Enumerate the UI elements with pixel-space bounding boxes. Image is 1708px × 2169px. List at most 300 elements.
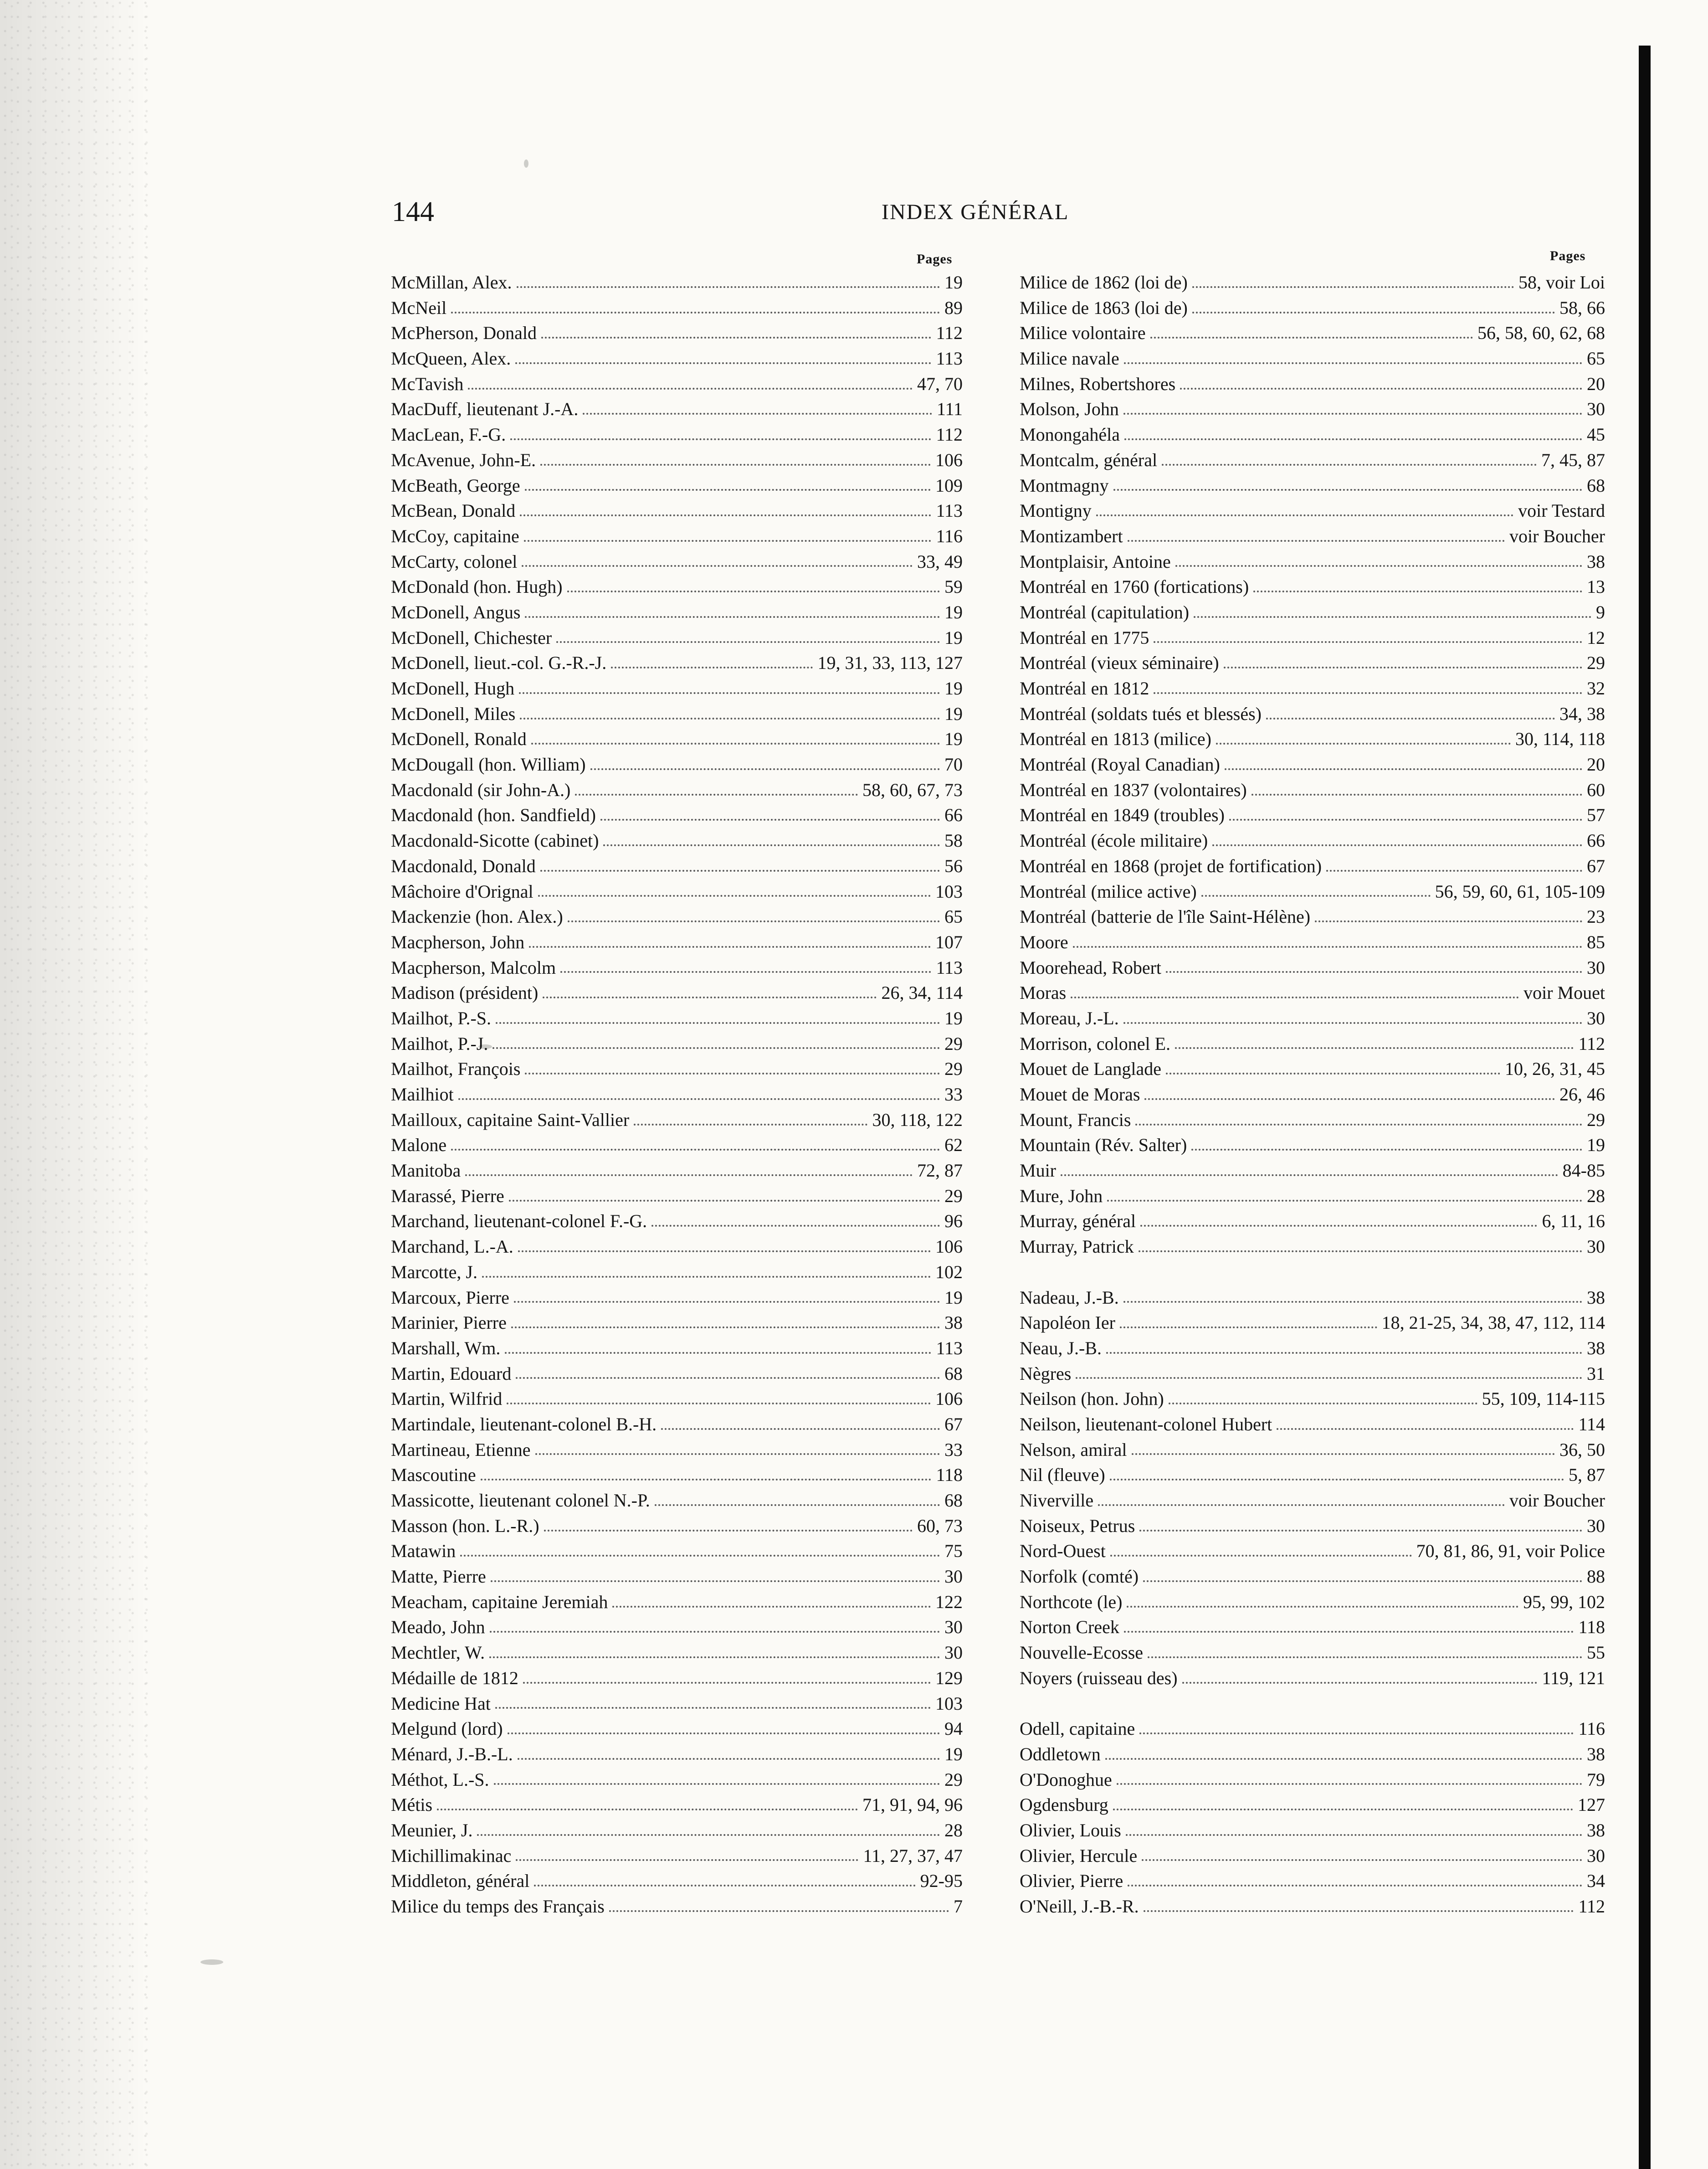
- entry-name: Macdonald-Sicotte (cabinet): [391, 830, 599, 851]
- entry-name: Northcote (le): [1020, 1591, 1123, 1612]
- index-entry-left: [391, 1818, 963, 1843]
- dot-leader: [1132, 1453, 1555, 1455]
- dot-leader: [492, 1047, 940, 1049]
- index-entry-right: [1020, 1107, 1605, 1133]
- entry-name: Middleton, général: [391, 1871, 530, 1891]
- entry-name: Monongahéla: [1020, 424, 1120, 445]
- index-entry-right: [1020, 1564, 1605, 1589]
- dot-leader: [1253, 591, 1582, 592]
- index-entry-left: [391, 422, 963, 447]
- dot-leader: [1117, 1783, 1582, 1785]
- index-entry-left: [391, 1183, 963, 1209]
- entry-name: Marchand, L.-A.: [391, 1236, 513, 1257]
- entry-name: Ménard, J.-B.-L.: [391, 1743, 513, 1764]
- index-entry-left: [391, 676, 963, 701]
- dot-leader: [538, 895, 931, 897]
- entry-pages: 122: [935, 1591, 963, 1612]
- entry-name: Montréal (école militaire): [1020, 830, 1208, 851]
- entry-name: Montréal (vieux séminaire): [1020, 653, 1219, 673]
- index-entry-right: [1020, 802, 1605, 828]
- dot-leader: [1191, 1149, 1582, 1151]
- entry-name: Meacham, capitaine Jeremiah: [391, 1591, 608, 1612]
- dot-leader: [1175, 565, 1582, 567]
- entry-name: Marassé, Pierre: [391, 1185, 504, 1206]
- dot-leader: [1105, 1758, 1582, 1760]
- index-entry-right: [1020, 1462, 1605, 1488]
- dot-leader: [1154, 692, 1582, 694]
- index-entry-right: [1020, 270, 1605, 295]
- index-entry-left: [391, 1412, 963, 1437]
- index-entry-right: [1020, 320, 1605, 346]
- entry-name: Matawin: [391, 1541, 456, 1562]
- entry-name: Nelson, amiral: [1020, 1439, 1127, 1460]
- entry-pages: 116: [1578, 1718, 1605, 1739]
- dot-leader: [491, 1580, 940, 1582]
- entry-pages: 19: [944, 1743, 963, 1764]
- entry-name: Montréal en 1868 (projet de fortification): [1020, 855, 1322, 876]
- entry-pages: 75: [944, 1541, 963, 1562]
- entry-pages: 30: [1587, 957, 1605, 978]
- dot-leader: [495, 1707, 931, 1709]
- entry-name: Montcalm, général: [1020, 449, 1158, 470]
- dot-leader: [525, 616, 940, 618]
- index-entry-right: [1020, 828, 1605, 853]
- dot-leader: [509, 1200, 940, 1202]
- dot-leader: [1143, 1580, 1582, 1582]
- dot-leader: [1139, 1530, 1582, 1532]
- index-entry-right: [1020, 524, 1605, 549]
- entry-name: Montizambert: [1020, 525, 1123, 546]
- entry-pages: 7, 45, 87: [1541, 449, 1605, 470]
- index-entry-left: [391, 879, 963, 905]
- index-entry-left: [391, 1513, 963, 1539]
- entry-name: Noiseux, Petrus: [1020, 1515, 1135, 1536]
- index-entry-left: [391, 270, 963, 295]
- entry-pages: 19: [944, 729, 963, 750]
- index-entry-left: [391, 1614, 963, 1640]
- dot-leader: [437, 1809, 858, 1810]
- entry-pages: 94: [944, 1718, 963, 1739]
- entry-pages: 13: [1587, 576, 1605, 597]
- index-entry-right: [1020, 625, 1605, 651]
- entry-name: Milice de 1863 (loi de): [1020, 297, 1188, 318]
- entry-pages: 129: [935, 1667, 963, 1688]
- entry-pages: 114: [1578, 1413, 1605, 1434]
- entry-name: Moorehead, Robert: [1020, 957, 1162, 978]
- index-entry-left: [391, 1285, 963, 1311]
- dot-leader: [1194, 616, 1591, 618]
- entry-pages: 45: [1587, 424, 1605, 445]
- index-entry-left: [391, 980, 963, 1006]
- entry-name: Meunier, J.: [391, 1819, 473, 1840]
- dot-leader: [1076, 1377, 1582, 1379]
- entry-name: Montréal en 1812: [1020, 678, 1149, 699]
- entry-name: Martindale, lieutenant-colonel B.-H.: [391, 1413, 657, 1434]
- dot-leader: [520, 718, 940, 720]
- index-entry-left: [391, 1792, 963, 1818]
- entry-pages: 55, 109, 114-115: [1482, 1388, 1605, 1409]
- entry-pages: 47, 70: [917, 373, 963, 394]
- entry-name: Oddletown: [1020, 1743, 1101, 1764]
- index-entry-left: [391, 346, 963, 371]
- index-entry-left: [391, 447, 963, 473]
- dot-leader: [1140, 1225, 1537, 1227]
- dot-leader: [1252, 794, 1582, 796]
- entry-pages: 38: [1587, 1819, 1605, 1840]
- entry-name: Martineau, Etienne: [391, 1439, 531, 1460]
- dot-leader: [1277, 1428, 1574, 1430]
- entry-name: Odell, capitaine: [1020, 1718, 1135, 1739]
- index-entry-right: [1020, 1589, 1605, 1615]
- index-entry-right: [1020, 600, 1605, 625]
- entry-pages: 67: [944, 1413, 963, 1434]
- dot-leader: [543, 997, 877, 998]
- entry-pages: 19: [944, 703, 963, 724]
- entry-pages: 59: [944, 576, 963, 597]
- index-entry-left: [391, 1462, 963, 1488]
- entry-pages: 30, 114, 118: [1515, 729, 1605, 750]
- index-entry-left: [391, 625, 963, 651]
- dot-leader: [1135, 1124, 1582, 1126]
- index-entry-left: [391, 524, 963, 549]
- entry-name: Mailhot, P.-J.: [391, 1033, 488, 1054]
- dot-leader: [1113, 1809, 1573, 1810]
- entry-name: Niverville: [1020, 1490, 1094, 1511]
- index-entry-left: [391, 726, 963, 752]
- dot-leader: [531, 743, 940, 745]
- dot-leader: [611, 667, 813, 668]
- index-entry-left: [391, 955, 963, 981]
- entry-name: Madison (président): [391, 982, 539, 1003]
- entry-name: McMillan, Alex.: [391, 272, 512, 293]
- dot-leader: [590, 768, 940, 770]
- left-column-heading: Pages: [917, 252, 953, 267]
- index-entry-left: [391, 1310, 963, 1336]
- index-entry-right: [1020, 498, 1605, 524]
- dot-leader: [1113, 489, 1582, 491]
- entry-pages: 106: [935, 449, 963, 470]
- dot-leader: [540, 464, 931, 466]
- index-entry-right: [1020, 1488, 1605, 1513]
- dot-leader: [1266, 718, 1555, 720]
- index-entry-right: [1020, 1208, 1605, 1234]
- entry-pages: 28: [944, 1819, 963, 1840]
- entry-name: Olivier, Hercule: [1020, 1845, 1138, 1866]
- index-entry-right: [1020, 879, 1605, 905]
- entry-name: Mailhot, François: [391, 1059, 521, 1079]
- dot-leader: [1182, 1682, 1538, 1684]
- entry-name: Neau, J.-B.: [1020, 1337, 1102, 1358]
- dot-leader: [520, 514, 931, 516]
- entry-name: McDonell, Miles: [391, 703, 516, 724]
- entry-name: Meado, John: [391, 1617, 485, 1638]
- entry-pages: 34, 38: [1559, 703, 1605, 724]
- entry-pages: 29: [944, 1059, 963, 1079]
- entry-name: MacLean, F.-G.: [391, 424, 506, 445]
- entry-pages: 113: [936, 348, 963, 369]
- index-entry-right: [1020, 1285, 1605, 1311]
- index-entry-left: [391, 828, 963, 853]
- entry-pages: 20: [1587, 373, 1605, 394]
- running-header: INDEX GÉNÉRAL: [882, 200, 1069, 224]
- dot-leader: [460, 1555, 940, 1557]
- entry-pages: 72, 87: [917, 1160, 963, 1181]
- dot-leader: [1169, 1403, 1477, 1404]
- entry-name: Macdonald (hon. Sandfield): [391, 805, 596, 826]
- entry-name: Montréal (soldats tués et blessés): [1020, 703, 1262, 724]
- entry-pages: 65: [944, 906, 963, 927]
- entry-pages: 38: [944, 1312, 963, 1333]
- dot-leader: [568, 920, 940, 922]
- entry-name: McDonald (hon. Hugh): [391, 576, 563, 597]
- entry-name: Mascoutine: [391, 1465, 476, 1485]
- dot-leader: [1201, 895, 1431, 897]
- index-entry-left: [391, 802, 963, 828]
- index-entry-left: [391, 1132, 963, 1158]
- entry-name: Nord-Ouest: [1020, 1541, 1106, 1562]
- entry-name: Montréal (milice active): [1020, 881, 1197, 902]
- dot-leader: [603, 844, 940, 846]
- entry-name: Murray, général: [1020, 1211, 1136, 1232]
- index-entry-left: [391, 1640, 963, 1665]
- dot-leader: [1229, 819, 1582, 821]
- index-column-right: [1020, 270, 1605, 1919]
- entry-name: Neilson (hon. John): [1020, 1388, 1164, 1409]
- index-entry-left: [391, 1437, 963, 1463]
- index-entry-right: [1020, 1336, 1605, 1361]
- entry-name: Nadeau, J.-B.: [1020, 1287, 1119, 1308]
- entry-name: McDonell, Hugh: [391, 678, 515, 699]
- entry-name: Montplaisir, Antoine: [1020, 551, 1171, 572]
- index-entry-left: [391, 1589, 963, 1615]
- entry-name: McNeil: [391, 297, 447, 318]
- entry-name: Macpherson, Malcolm: [391, 957, 556, 978]
- index-column-left: [391, 270, 963, 1919]
- dot-leader: [556, 641, 940, 643]
- index-entry-left: [391, 320, 963, 346]
- entry-pages: 109: [935, 475, 963, 496]
- entry-name: Mouet de Moras: [1020, 1084, 1140, 1105]
- index-entry-right: [1020, 1843, 1605, 1869]
- dot-leader: [489, 1656, 940, 1658]
- entry-name: Montréal en 1837 (volontaires): [1020, 779, 1247, 800]
- dot-leader: [508, 1732, 940, 1734]
- index-entry-right: [1020, 1183, 1605, 1209]
- entry-pages: 119, 121: [1542, 1667, 1605, 1688]
- entry-pages: 29: [944, 1033, 963, 1054]
- entry-name: Napoléon Ier: [1020, 1312, 1115, 1333]
- entry-pages: voir Mouet: [1523, 982, 1605, 1003]
- entry-pages: 70, 81, 86, 91, voir Police: [1416, 1541, 1605, 1562]
- scan-speck: [478, 1044, 492, 1049]
- entry-pages: 33: [944, 1084, 963, 1105]
- dot-leader: [535, 1453, 940, 1455]
- entry-pages: 19: [944, 1007, 963, 1028]
- index-entry-left: [391, 904, 963, 930]
- entry-pages: 89: [944, 297, 963, 318]
- dot-leader: [1139, 1732, 1574, 1734]
- entry-pages: 36, 50: [1559, 1439, 1605, 1460]
- entry-pages: voir Boucher: [1509, 1490, 1605, 1511]
- entry-pages: 30: [944, 1642, 963, 1663]
- entry-pages: 68: [944, 1490, 963, 1511]
- index-entry-right: [1020, 371, 1605, 397]
- entry-name: Mailhiot: [391, 1084, 454, 1105]
- entry-pages: 58, 60, 67, 73: [862, 779, 963, 800]
- entry-pages: 106: [935, 1388, 963, 1409]
- entry-name: Marcotte, J.: [391, 1261, 477, 1282]
- entry-pages: 19: [1587, 1135, 1605, 1156]
- dot-leader: [1212, 844, 1582, 846]
- index-entry-left: [391, 1386, 963, 1412]
- index-entry-right: [1020, 1006, 1605, 1031]
- entry-name: Mailloux, capitaine Saint-Vallier: [391, 1109, 630, 1130]
- index-entry-left: [391, 1031, 963, 1057]
- entry-name: McBean, Donald: [391, 500, 516, 521]
- dot-leader: [524, 540, 932, 542]
- index-entry-left: [391, 1208, 963, 1234]
- entry-pages: 84-85: [1562, 1160, 1605, 1181]
- index-entry-right: [1020, 1082, 1605, 1107]
- entry-pages: 33: [944, 1439, 963, 1460]
- section-gap: [1020, 1259, 1605, 1285]
- entry-name: Montréal en 1849 (troubles): [1020, 805, 1225, 826]
- index-entry-right: [1020, 1412, 1605, 1437]
- entry-name: Olivier, Pierre: [1020, 1871, 1123, 1891]
- dot-leader: [1123, 1301, 1582, 1303]
- entry-pages: 34: [1587, 1871, 1605, 1891]
- dot-leader: [522, 565, 913, 567]
- entry-name: Montréal (capitulation): [1020, 601, 1190, 622]
- dot-leader: [655, 1504, 940, 1506]
- entry-pages: 116: [936, 525, 963, 546]
- entry-pages: 92-95: [920, 1871, 963, 1891]
- entry-pages: 66: [944, 805, 963, 826]
- entry-pages: 30: [1587, 399, 1605, 420]
- dot-leader: [1192, 286, 1514, 288]
- entry-name: McDougall (hon. William): [391, 754, 586, 775]
- entry-name: McTavish: [391, 373, 464, 394]
- entry-name: Medicine Hat: [391, 1693, 491, 1714]
- entry-name: McDonell, lieut.-col. G.-R.-J.: [391, 653, 607, 673]
- dot-leader: [1110, 1479, 1564, 1480]
- entry-pages: 55: [1587, 1642, 1605, 1663]
- dot-leader: [1073, 946, 1582, 948]
- entry-name: Moore: [1020, 931, 1068, 952]
- index-entry-left: [391, 1894, 963, 1919]
- entry-name: Milice de 1862 (loi de): [1020, 272, 1188, 293]
- entry-pages: 28: [1587, 1185, 1605, 1206]
- dot-leader: [1192, 312, 1555, 314]
- entry-pages: 71, 91, 94, 96: [862, 1794, 963, 1815]
- index-entry-right: [1020, 1056, 1605, 1082]
- entry-name: Méthot, L.-S.: [391, 1769, 489, 1790]
- entry-pages: 56, 59, 60, 61, 105-109: [1435, 881, 1605, 902]
- dot-leader: [510, 438, 931, 440]
- entry-name: Montréal en 1760 (fortications): [1020, 576, 1249, 597]
- entry-name: Nil (fleuve): [1020, 1465, 1105, 1485]
- entry-name: McCarty, colonel: [391, 551, 518, 572]
- dot-leader: [541, 337, 932, 339]
- entry-pages: 58, voir Loi: [1518, 272, 1605, 293]
- entry-pages: 62: [944, 1135, 963, 1156]
- index-entry-right: [1020, 980, 1605, 1006]
- dot-leader: [1162, 464, 1537, 466]
- entry-pages: 58, 66: [1559, 297, 1605, 318]
- index-entry-left: [391, 777, 963, 803]
- entry-name: Milice volontaire: [1020, 323, 1146, 344]
- index-entry-right: [1020, 1614, 1605, 1640]
- index-entry-right: [1020, 1234, 1605, 1259]
- entry-pages: 112: [936, 323, 963, 344]
- entry-pages: 106: [935, 1236, 963, 1257]
- entry-pages: 118: [936, 1465, 963, 1485]
- index-entry-right: [1020, 1818, 1605, 1843]
- entry-pages: 19: [944, 272, 963, 293]
- entry-name: Neilson, lieutenant-colonel Hubert: [1020, 1413, 1272, 1434]
- scan-edge-noise: [0, 0, 150, 2169]
- entry-pages: 103: [935, 1693, 963, 1714]
- index-entry-left: [391, 1665, 963, 1691]
- entry-pages: 38: [1587, 1743, 1605, 1764]
- dot-leader: [1110, 1555, 1412, 1557]
- entry-pages: 9: [1596, 601, 1605, 622]
- index-entry-right: [1020, 1665, 1605, 1691]
- index-entry-left: [391, 1488, 963, 1513]
- entry-name: Milice navale: [1020, 348, 1119, 369]
- entry-name: Murray, Patrick: [1020, 1236, 1134, 1257]
- entry-name: McDonell, Angus: [391, 601, 521, 622]
- index-entry-right: [1020, 1310, 1605, 1336]
- entry-name: Moreau, J.-L.: [1020, 1007, 1119, 1028]
- entry-name: McBeath, George: [391, 475, 520, 496]
- index-entry-right: [1020, 1640, 1605, 1665]
- entry-pages: 19, 31, 33, 113, 127: [817, 653, 963, 673]
- index-entry-left: [391, 930, 963, 955]
- entry-pages: 30: [1587, 1236, 1605, 1257]
- dot-leader: [465, 1174, 913, 1176]
- entry-pages: 31: [1587, 1363, 1605, 1384]
- index-entry-right: [1020, 1792, 1605, 1818]
- entry-name: McQueen, Alex.: [391, 348, 511, 369]
- index-entry-left: [391, 853, 963, 879]
- dot-leader: [496, 1022, 940, 1024]
- index-entry-left: [391, 1691, 963, 1717]
- index-entry-left: [391, 1564, 963, 1589]
- dot-leader: [482, 1276, 931, 1278]
- dot-leader: [519, 692, 940, 694]
- scan-speck: [524, 159, 528, 168]
- dot-leader: [518, 1250, 931, 1252]
- entry-pages: 12: [1587, 627, 1605, 648]
- index-entry-left: [391, 498, 963, 524]
- dot-leader: [560, 971, 931, 973]
- entry-name: Molson, John: [1020, 399, 1119, 420]
- dot-leader: [534, 1885, 915, 1886]
- dot-leader: [1315, 920, 1582, 922]
- entry-pages: 30, 118, 122: [872, 1109, 963, 1130]
- entry-name: Mure, John: [1020, 1185, 1103, 1206]
- index-entry-right: [1020, 1132, 1605, 1158]
- index-entry-right: [1020, 1868, 1605, 1894]
- entry-pages: 33, 49: [917, 551, 963, 572]
- entry-pages: 56: [944, 855, 963, 876]
- dot-leader: [634, 1124, 867, 1126]
- entry-pages: 29: [1587, 1109, 1605, 1130]
- entry-pages: 102: [935, 1261, 963, 1282]
- entry-name: Mountain (Rév. Salter): [1020, 1135, 1187, 1156]
- entry-pages: voir Boucher: [1509, 525, 1605, 546]
